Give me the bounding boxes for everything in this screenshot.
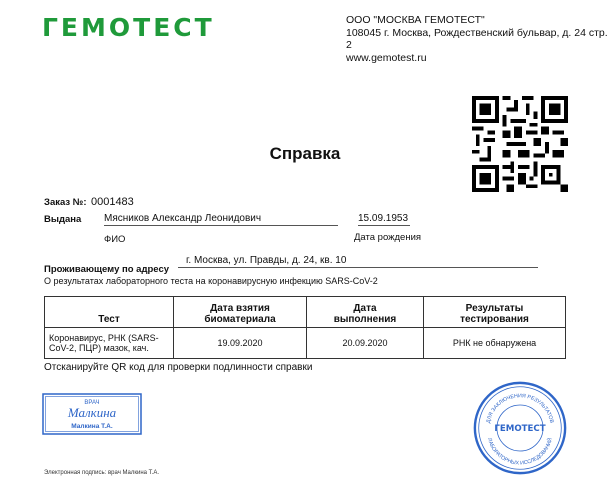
- stamp-outer-top: ДЛЯ ЗАКЛЮЧЕНИЯ РЕЗУЛЬТАТОВ: [485, 393, 555, 424]
- stamp-center: ГЕМОТЕСТ: [494, 423, 546, 434]
- order-number: 0001483: [90, 196, 134, 208]
- cell-sample-date: 19.09.2020: [174, 328, 307, 359]
- svg-text:ДЛЯ ЗАКЛЮЧЕНИЯ РЕЗУЛЬТАТОВ: [486, 393, 555, 424]
- page-title: Справка: [269, 144, 341, 163]
- table-row: [45, 328, 566, 359]
- col-result: Результаты тестирования: [424, 297, 566, 328]
- address-text: г. Москва, ул. Правды, д. 24, кв. 10: [186, 255, 347, 266]
- about-text: О результатах лабораторного теста на коронавирусную инфекцию SARS-CoV-2: [44, 276, 378, 286]
- company-round-stamp: [472, 380, 568, 476]
- col-exec-date: Дата выполнения: [307, 297, 424, 328]
- cell-exec-date: 20.09.2020: [307, 328, 424, 359]
- company-logo: ГЕМОТЕСТ: [42, 13, 215, 42]
- col-test: Тест: [45, 297, 174, 328]
- org-name: ООО "МОСКВА ГЕМОТЕСТ": [346, 14, 485, 26]
- org-info: [346, 14, 610, 64]
- order-row: [44, 192, 134, 210]
- stamp-outer-bottom: ЛАБОРАТОРНЫХ ИССЛЕДОВАНИЙ: [486, 437, 554, 467]
- fio-label: ФИО: [104, 234, 126, 245]
- org-address: 108045 г. Москва, Рождественский бульвар, д. 24 стр. 2: [346, 26, 608, 51]
- table-header-row: [45, 297, 566, 328]
- qr-note: Отсканируйте QR код для проверки подлинности справки: [44, 362, 313, 373]
- org-website: www.gemotest.ru: [346, 51, 427, 64]
- results-table: [44, 296, 566, 359]
- stamp-name: Малкина Т.А.: [71, 423, 113, 430]
- address-value: [178, 255, 538, 268]
- col-sample-date: Дата взятия биоматериала: [174, 297, 307, 328]
- birth-date: 15.09.1953: [358, 213, 409, 224]
- cell-result: РНК не обнаружена: [424, 328, 566, 359]
- cell-test: Коронавирус, РНК (SARS-CoV-2, ПЦР) мазок, кач.: [45, 328, 174, 359]
- order-label: Заказ №:: [44, 197, 87, 208]
- address-label: Проживающему по адресу: [44, 264, 170, 275]
- e-signature-note: Электронная подпись: врач Малкина Т.А.: [44, 470, 160, 476]
- issued-label: Выдана: [44, 214, 82, 225]
- patient-name: Мясников Александр Леонидович: [104, 213, 338, 226]
- stamp-title: ВРАЧ: [84, 400, 100, 406]
- doctor-stamp: [42, 393, 142, 435]
- stamp-signature: Малкина: [67, 405, 117, 420]
- birth-date-label: Дата рождения: [354, 232, 422, 243]
